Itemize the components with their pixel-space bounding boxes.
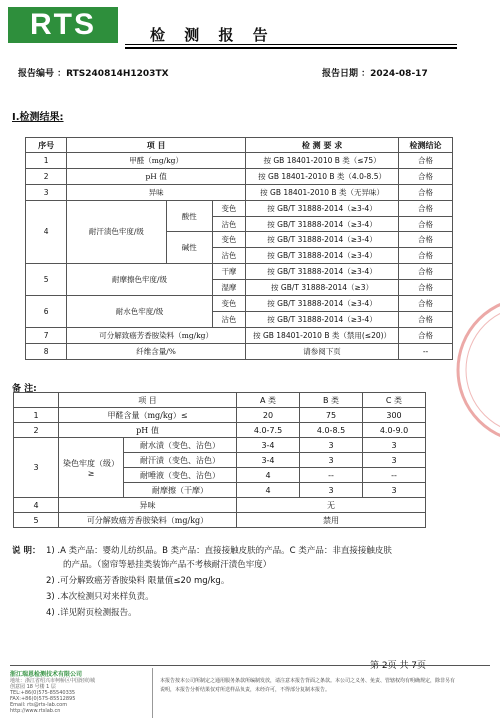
- header-cell: C 类: [363, 393, 426, 408]
- company-address: 创意园 18 号楼 1 层: [10, 684, 56, 690]
- table-row: [26, 327, 453, 343]
- cell-sub: 变色: [212, 232, 245, 248]
- explanation-label: 说 明：: [12, 546, 41, 556]
- cell-req: 按 GB 18401-2010 B 类（无异味）: [246, 184, 399, 200]
- cell-item: 耐水色牢度/级: [67, 296, 213, 328]
- cell-req: 按 GB/T 31888-2014（≥3-4）: [246, 200, 399, 216]
- cell-c: 300: [363, 408, 426, 423]
- cell-a: 4: [237, 468, 300, 483]
- header-cell: 序号: [26, 138, 67, 153]
- cell-req: 按 GB 18401-2010 B 类（禁用(≤20)）: [246, 327, 399, 343]
- company-logo: RTS: [8, 7, 118, 43]
- title-rule: [125, 44, 457, 45]
- cell-result: 合格: [399, 327, 453, 343]
- company-address: 地址：浙江省绍兴市柯桥区中国轻纺城: [10, 678, 96, 684]
- header-cell: B 类: [300, 393, 363, 408]
- company-name: 浙江瑞恩检测技术有限公司: [10, 671, 83, 678]
- table-row: [26, 343, 453, 359]
- report-title: 检 测 报 告: [150, 26, 275, 44]
- results-table: [25, 137, 453, 360]
- cell-b: 75: [300, 408, 363, 423]
- table-header-row: [26, 138, 453, 153]
- explanation-item: 3) .本次检测只对来样负责。: [46, 592, 154, 602]
- cell-sub: 沾色: [212, 216, 245, 232]
- table-row: [14, 408, 426, 423]
- cell-sub: 耐汗渍（变色、沾色）: [124, 453, 237, 468]
- cell-c: 3: [363, 453, 426, 468]
- cell-req: 按 GB/T 31888-2014（≥3-4）: [246, 248, 399, 264]
- cell-result: 合格: [399, 232, 453, 248]
- cell-item: 染色牢度（级）≥: [59, 438, 124, 498]
- cell-no: 1: [26, 153, 67, 169]
- cell-item: 可分解致癌芳香胺染料（mg/kg）: [67, 327, 246, 343]
- explanation-item: 2) .可分解致癌芳香胺染料 限量值≤20 mg/kg。: [46, 576, 230, 586]
- disclaimer-text: 本报告按本公司所制定之通用服务条款所编制发放，请注意本报告背面之条款。本公司之义务、免责、管辖权均有明确规定，除非另有说明，本报告分析结果仅对所送样品负责，未经许可，不得部分复制本报告。: [160, 678, 456, 693]
- table-row: [14, 498, 426, 513]
- cell-sub: 耐唾液（变色、沾色）: [124, 468, 237, 483]
- cell-result: 合格: [399, 184, 453, 200]
- cell-c: 3: [363, 438, 426, 453]
- explanation-item: 1) .A 类产品：婴幼儿纺织品。B 类产品：直接接触皮肤的产品。C 类产品：非直接接触皮肤: [46, 546, 392, 556]
- cell-a: 4: [237, 483, 300, 498]
- explanation-item: 的产品。（窗帘等悬挂类装饰产品不考核耐汗渍色牢度）: [63, 560, 272, 570]
- cell-sub: 耐水渍（变色、沾色）: [124, 438, 237, 453]
- cell-item: 纤维含量/%: [67, 343, 246, 359]
- cell-req: 请参阅下页: [246, 343, 399, 359]
- cell-b: 4.0-8.5: [300, 423, 363, 438]
- cell-no: 2: [26, 168, 67, 184]
- cell-item: 异味: [59, 498, 237, 513]
- title-rule-thick: [125, 47, 457, 49]
- cell-item: 甲醛含量（mg/kg）≤: [59, 408, 237, 423]
- table-row: [14, 513, 426, 528]
- table-row: [26, 168, 453, 184]
- cell-sub: 沾色: [212, 248, 245, 264]
- table-header-row: [14, 393, 426, 408]
- cell-a: 4.0-7.5: [237, 423, 300, 438]
- cell-item: pH 值: [67, 168, 246, 184]
- spec-table: [13, 392, 426, 528]
- header-cell: 项 目: [59, 393, 237, 408]
- footer-rule: [10, 665, 490, 666]
- cell-req: 按 GB/T 31888-2014（≥3-4）: [246, 311, 399, 327]
- section-title: I.检测结果:: [12, 112, 64, 123]
- header-cell: 检测结论: [399, 138, 453, 153]
- cell-result: 合格: [399, 200, 453, 216]
- cell-item: 耐汗渍色牢度/级: [67, 200, 166, 264]
- cell-b: 3: [300, 483, 363, 498]
- cell-b: --: [300, 468, 363, 483]
- cell-no: 8: [26, 343, 67, 359]
- inspection-stamp-icon: [455, 280, 500, 460]
- table-row: [26, 153, 453, 169]
- cell-req: 按 GB/T 31888-2014（≥3-4）: [246, 232, 399, 248]
- table-row: [26, 264, 453, 280]
- cell-no: 3: [14, 438, 59, 498]
- cell-sub: 变色: [212, 200, 245, 216]
- table-row: [26, 296, 453, 312]
- cell-no: 5: [14, 513, 59, 528]
- cell-c: 3: [363, 483, 426, 498]
- cell-c: --: [363, 468, 426, 483]
- header-cell: 检 测 要 求: [246, 138, 399, 153]
- cell-sub: 干摩: [212, 264, 245, 280]
- cell-item: 异味: [67, 184, 246, 200]
- cell-result: 合格: [399, 153, 453, 169]
- cell-result: --: [399, 343, 453, 359]
- cell-sub: 沾色: [212, 311, 245, 327]
- header-cell: 项 目: [67, 138, 246, 153]
- table-row: [14, 438, 426, 453]
- company-email: Email: rts@rts-lab.com: [10, 702, 68, 708]
- cell-sub: 变色: [212, 296, 245, 312]
- cell-item: 耐摩擦色牢度/级: [67, 264, 213, 296]
- report-date: 报告日期 ：2024-08-17: [322, 69, 428, 79]
- footer-divider: [152, 668, 153, 718]
- cell-result: 合格: [399, 311, 453, 327]
- table-row: [14, 423, 426, 438]
- cell-result: 合格: [399, 216, 453, 232]
- cell-no: 1: [14, 408, 59, 423]
- cell-no: 4: [14, 498, 59, 513]
- cell-no: 5: [26, 264, 67, 296]
- notes-title: 备 注:: [12, 384, 37, 394]
- cell-item: pH 值: [59, 423, 237, 438]
- explanation-item: 4) .详见附页检测报告。: [46, 608, 137, 618]
- cell-subgroup: 碱性: [166, 232, 212, 264]
- cell-c: 4.0-9.0: [363, 423, 426, 438]
- table-row: [26, 200, 453, 216]
- header-cell-empty: [14, 393, 59, 408]
- cell-value: 无: [237, 498, 426, 513]
- cell-req: 按 GB/T 31888-2014（≥3-4）: [246, 264, 399, 280]
- cell-no: 2: [14, 423, 59, 438]
- cell-no: 7: [26, 327, 67, 343]
- cell-result: 合格: [399, 168, 453, 184]
- cell-a: 3-4: [237, 438, 300, 453]
- cell-sub: 耐摩擦（干摩）: [124, 483, 237, 498]
- cell-item: 甲醛（mg/kg）: [67, 153, 246, 169]
- company-info: [10, 672, 95, 714]
- cell-sub: 湿摩: [212, 280, 245, 296]
- company-fax: FAX:+86(0)575-85512895: [10, 696, 76, 702]
- cell-b: 3: [300, 438, 363, 453]
- cell-req: 按 GB/T 31888-2014（≥3-4）: [246, 216, 399, 232]
- cell-req: 按 GB 18401-2010 B 类（4.0-8.5）: [246, 168, 399, 184]
- cell-item: 可分解致癌芳香胺染料（mg/kg）: [59, 513, 237, 528]
- cell-result: 合格: [399, 264, 453, 280]
- header-cell: A 类: [237, 393, 300, 408]
- cell-no: 4: [26, 200, 67, 264]
- cell-subgroup: 酸性: [166, 200, 212, 232]
- cell-result: 合格: [399, 296, 453, 312]
- cell-result: 合格: [399, 248, 453, 264]
- cell-a: 20: [237, 408, 300, 423]
- table-row: [26, 184, 453, 200]
- cell-req: 按 GB/T 31888-2014（≥3-4）: [246, 296, 399, 312]
- cell-req: 按 GB/T 31888-2014（≥3）: [246, 280, 399, 296]
- cell-no: 3: [26, 184, 67, 200]
- cell-no: 6: [26, 296, 67, 328]
- cell-a: 3-4: [237, 453, 300, 468]
- page-number: 第 2页 共 7页: [370, 661, 427, 671]
- cell-req: 按 GB 18401-2010 B 类（≤75）: [246, 153, 399, 169]
- company-website: http://www.rtslab.cn: [10, 708, 61, 714]
- cell-b: 3: [300, 453, 363, 468]
- report-number: 报告编号 ：RTS240814H1203TX: [18, 69, 169, 79]
- cell-value: 禁用: [237, 513, 426, 528]
- company-tel: TEL:+86(0)575-85540335: [10, 690, 76, 696]
- cell-result: 合格: [399, 280, 453, 296]
